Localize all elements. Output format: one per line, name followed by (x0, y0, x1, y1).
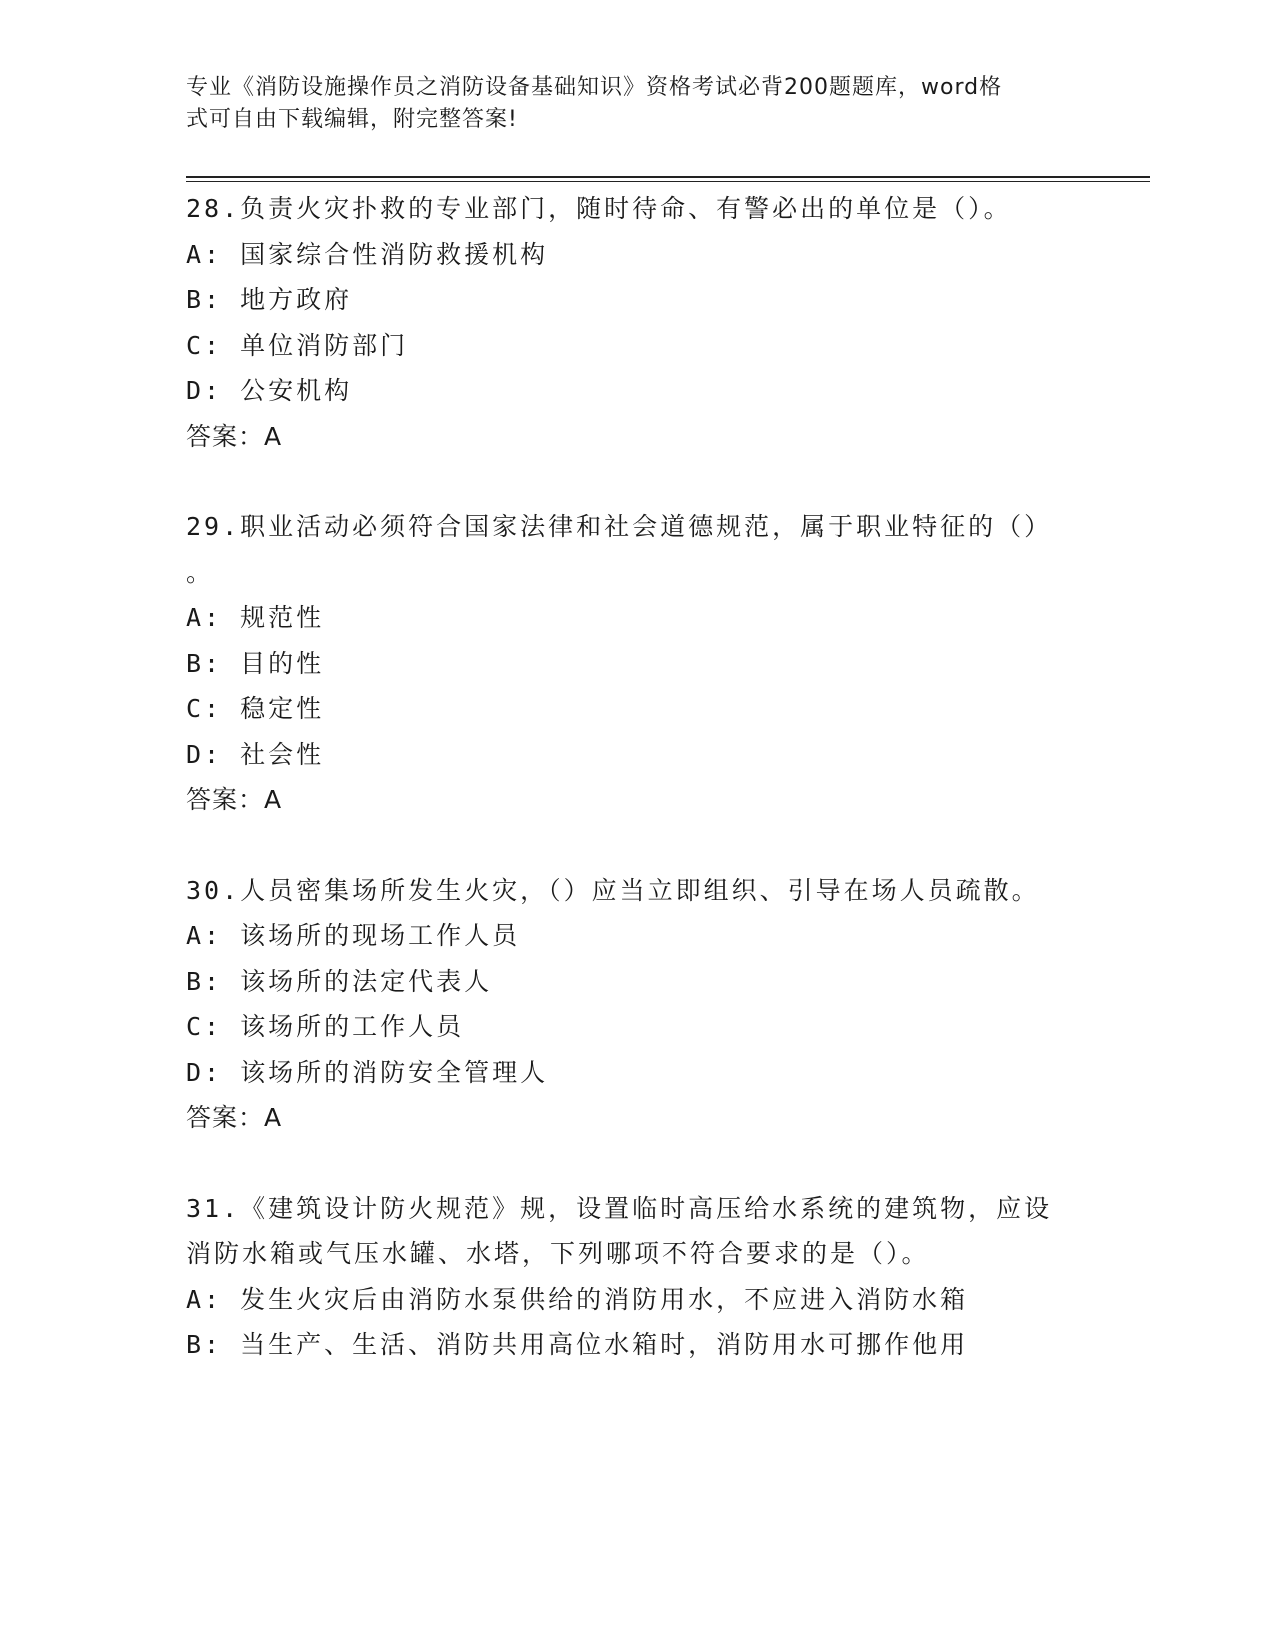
header-line-2: 式可自由下载编辑，附完整答案! (186, 107, 518, 132)
option-b: B: 当生产、生活、消防共用高位水箱时，消防用水可挪作他用 (186, 1330, 969, 1359)
option-d: D: 该场所的消防安全管理人 (186, 1057, 549, 1087)
header-rule-thick (186, 176, 1150, 178)
option-a: A: 发生火灾后由消防水泵供给的消防用水，不应进入消防水箱 (186, 1284, 969, 1314)
answer: 答案：A (186, 1103, 283, 1132)
option-a: A: 规范性 (186, 603, 325, 632)
question-stem: 29.职业活动必须符合国家法律和社会道德规范，属于职业特征的（） (186, 512, 1053, 541)
option-d: D: 公安机构 (186, 376, 353, 405)
answer: 答案：A (186, 421, 283, 451)
option-c: C: 稳定性 (186, 694, 325, 723)
question-stem: 31.《建筑设计防火规范》规，设置临时高压给水系统的建筑物，应设 (186, 1193, 1053, 1223)
option-b: B: 地方政府 (186, 285, 353, 314)
question-31 (186, 1186, 1086, 1368)
question-stem-continued: 消防水箱或气压水罐、水塔，下列哪项不符合要求的是（）。 (186, 1239, 930, 1268)
option-c: C: 单位消防部门 (186, 330, 409, 360)
option-b: B: 目的性 (186, 648, 325, 678)
answer: 答案：A (186, 785, 283, 814)
option-d: D: 社会性 (186, 739, 325, 769)
option-a: A: 国家综合性消防救援机构 (186, 239, 549, 269)
header-rule-thin (186, 181, 1150, 182)
document-header (186, 72, 1066, 136)
question-stem-continued: 。 (186, 557, 215, 587)
question-list (186, 186, 1086, 1368)
option-b: B: 该场所的法定代表人 (186, 966, 493, 996)
question-28 (186, 186, 1086, 459)
question-stem: 30.人员密集场所发生火灾，（）应当立即组织、引导在场人员疏散。 (186, 875, 1040, 905)
question-stem: 28.负责火灾扑救的专业部门，随时待命、有警必出的单位是（）。 (186, 194, 1012, 223)
option-a: A: 该场所的现场工作人员 (186, 921, 521, 950)
question-29 (186, 504, 1086, 823)
option-c: C: 该场所的工作人员 (186, 1012, 465, 1041)
header-line-1: 专业《消防设施操作员之消防设备基础知识》资格考试必背200题题库，word格 (186, 75, 1003, 100)
question-30 (186, 868, 1086, 1141)
